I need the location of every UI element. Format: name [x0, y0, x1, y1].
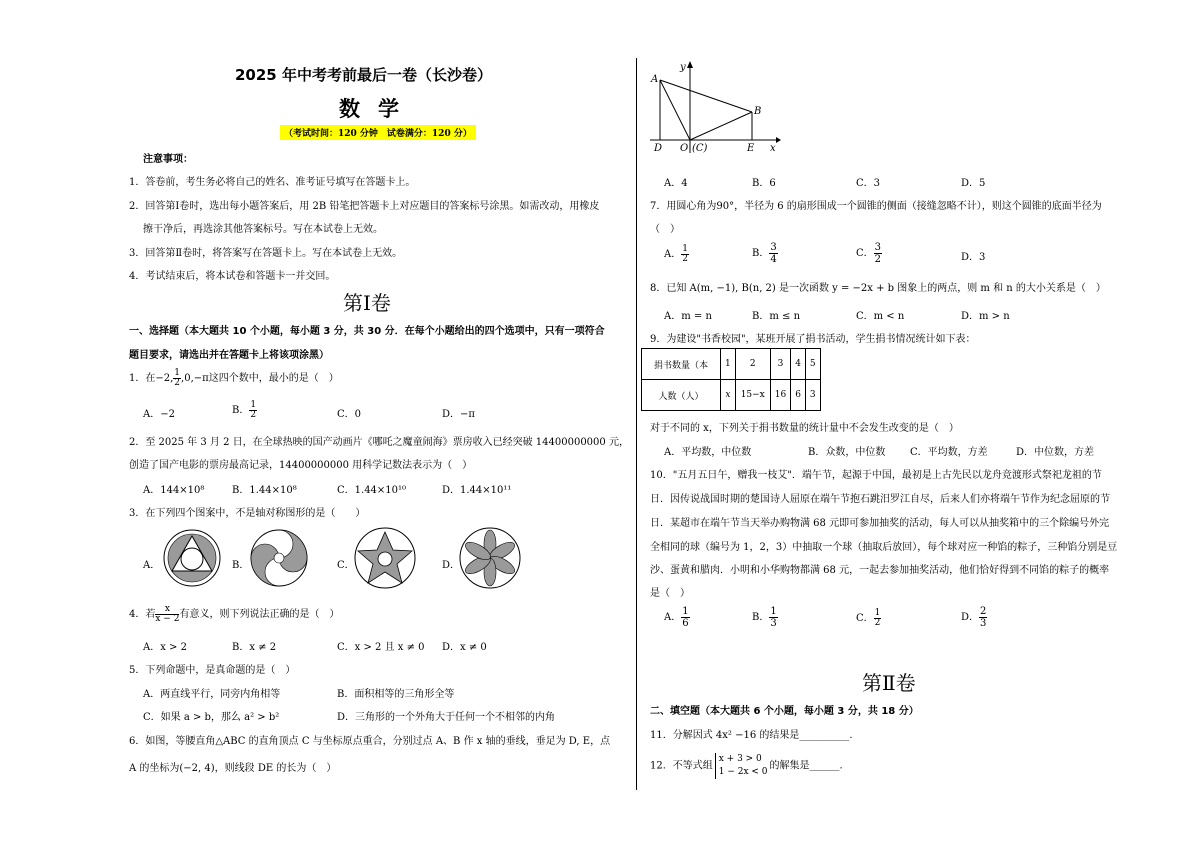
- question-3: 3．在下列四个图案中，不是轴对称图形的是（ ）: [129, 508, 366, 519]
- q3-option-d[interactable]: D．: [442, 560, 461, 571]
- q3-figure-b: [247, 528, 311, 588]
- question-10-line: 全相同的球（编号为 1，2，3）中抽取一个球（抽取后放回），每个球对应一种馅的粽子，三种馅分别是豆: [650, 542, 1118, 553]
- notice-item: 4．考试结束后，将本试卷和答题卡一并交回。: [129, 271, 336, 282]
- table-row: [642, 380, 821, 411]
- table-cell: 16: [770, 380, 790, 411]
- question-2-line1: 2．至 2025 年 3 月 2 日，在全球热映的国产动画片《哪吒之魔童闹海》票房收入已经突破 14400000000 元，: [129, 437, 629, 448]
- q6-option-a[interactable]: A．4: [664, 178, 688, 189]
- section1-heading: 一、选择题（本大题共 10 个小题，每小题 3 分，共 30 分．在每个小题给出的四个选项中，只有一项符合: [129, 326, 605, 337]
- q2-option-d[interactable]: D．1.44×10¹¹: [442, 485, 512, 496]
- q1-option-d[interactable]: D．−π: [442, 409, 475, 420]
- q9-option-b[interactable]: B．众数，中位数: [808, 447, 886, 458]
- q3-figure-c: [352, 526, 418, 590]
- q7-option-d[interactable]: D．3: [961, 252, 986, 263]
- exam-title: 2025 年中考考前最后一卷（长沙卷）: [235, 66, 492, 84]
- q7-option-b[interactable]: B． $\frac{3}{4}$: [752, 242, 777, 265]
- q2-option-a[interactable]: A．144×10⁸: [143, 485, 205, 496]
- subject-title: 数学: [339, 97, 417, 121]
- question-10-line: 沙、蛋黄和腊肉．小明和小华购物都满 68 元，一起去参加抽奖活动，他们恰好得到不同馅的粽子的概率: [650, 565, 1110, 576]
- question-4: 4．若 $\frac{x}{x - 2}$ 有意义，则下列说法正确的是（ ）: [129, 604, 340, 624]
- question-7-line2: （ ）: [650, 224, 680, 235]
- q4-option-b[interactable]: B．x ≠ 2: [232, 642, 277, 653]
- fig-label-c: (C): [692, 143, 708, 154]
- q7-option-c[interactable]: C． $\frac{3}{2}$: [856, 242, 882, 265]
- q4-option-a[interactable]: A．x > 2: [143, 642, 187, 653]
- q5-option-a[interactable]: A．两直线平行，同旁内角相等: [143, 689, 281, 700]
- q1-mid: 这四个数中，最小的是（ ）: [208, 373, 339, 384]
- part2-title: 第Ⅱ卷: [862, 671, 916, 695]
- table-cell: 1: [721, 349, 736, 380]
- question-11: 11．分解因式 4x² −16 的结果是__________.: [650, 730, 853, 741]
- fraction-half: $\frac{1}{2}$: [174, 368, 181, 388]
- fig-label-y: y: [680, 62, 686, 73]
- q3-option-c[interactable]: C．: [337, 560, 355, 571]
- q6-option-c[interactable]: C．3: [856, 178, 881, 189]
- notice-item: 2．回答第Ⅰ卷时，选出每小题答案后，用 2B 铅笔把答题卡上对应题目的答案标号涂黑。如需改动，用橡皮: [129, 201, 600, 212]
- notice-item: 1．答卷前，考生务必将自己的姓名、准考证号填写在答题卡上。: [129, 177, 416, 188]
- section2-heading: 二、填空题（本大题共 6 个小题，每小题 3 分，共 18 分）: [650, 706, 919, 717]
- question-9-line2: 对于不同的 x，下列关于捐书数量的统计量中不会发生改变的是（ ）: [650, 423, 959, 434]
- q6-option-b[interactable]: B．6: [752, 178, 776, 189]
- q4-option-d[interactable]: D．x ≠ 0: [442, 642, 487, 653]
- q10-option-d[interactable]: D． $\frac{2}{3}$: [961, 606, 987, 629]
- question-5: 5．下列命题中，是真命题的是（ ）: [129, 665, 296, 676]
- q6-figure: [648, 58, 783, 158]
- fig-label-a: A: [651, 74, 659, 85]
- fig-label-b: B: [754, 106, 762, 117]
- table-cell: 人数（人）: [642, 380, 721, 411]
- q3-option-b[interactable]: B．: [232, 560, 250, 571]
- table-cell: 3: [770, 349, 790, 380]
- question-10-line: 日．因传说战国时期的楚国诗人屈原在端午节抱石跳汨罗江自尽，后来人们亦将端午节作为纪念屈原的节: [650, 494, 1110, 505]
- q8-option-b[interactable]: B．m ≤ n: [752, 311, 801, 322]
- q7-option-a[interactable]: A． $\frac{1}{2}$: [664, 244, 688, 264]
- q8-option-a[interactable]: A．m = n: [664, 311, 712, 322]
- q1-option-a[interactable]: A．−2: [143, 409, 175, 420]
- q8-option-d[interactable]: D．m > n: [961, 311, 1010, 322]
- question-10-line: 是（ ）: [650, 588, 690, 599]
- q3-figure-a: [159, 528, 225, 588]
- table-cell: 4: [791, 349, 806, 380]
- q9-option-c[interactable]: C．平均数，方差: [910, 447, 988, 458]
- question-9: 9．为建设"书香校园"，某班开展了捐书活动，学生捐书情况统计如下表：: [650, 334, 976, 345]
- q9-option-d[interactable]: D．中位数，方差: [1016, 447, 1095, 458]
- q4-option-c[interactable]: C．x > 2 且 x ≠ 0: [337, 642, 425, 653]
- question-12: 12．不等式组 x + 3 > 0 1 − 2x < 0 的解集是______.: [650, 754, 843, 777]
- q9-option-a[interactable]: A．平均数，中位数: [664, 447, 752, 458]
- q3-figure-d: [457, 526, 523, 590]
- question-6-line2: A 的坐标为(−2, 4)，则线段 DE 的长为（ ）: [129, 763, 337, 774]
- table-cell: 15−x: [735, 380, 770, 411]
- fig-label-e: E: [747, 143, 755, 154]
- q2-option-c[interactable]: C．1.44×10¹⁰: [337, 485, 407, 496]
- part1-title: 第Ⅰ卷: [343, 291, 391, 315]
- question-7-line1: 7．用圆心角为90°，半径为 6 的扇形围成一个圆锥的侧面（接缝忽略不计），则这个圆锥的底面半径为: [650, 201, 1102, 212]
- q1-option-c[interactable]: C．0: [337, 409, 362, 420]
- exam-info: （考试时间：120 分钟 试卷满分：120 分）: [280, 125, 476, 140]
- question-10-line: 10．"五月五日午，赠我一枝艾"．端午节，起源于中国，最初是上古先民以龙舟竞渡形式祭祀龙祖的节: [650, 470, 1102, 481]
- column-divider: [636, 58, 637, 790]
- q9-table: [641, 348, 821, 411]
- q1-option-b[interactable]: B． $\frac{1}{2}$: [232, 400, 257, 420]
- q2-option-b[interactable]: B．1.44×10⁸: [232, 485, 297, 496]
- q10-option-c[interactable]: C． $\frac{1}{2}$: [856, 608, 881, 628]
- q8-option-c[interactable]: C．m < n: [856, 311, 905, 322]
- q6-option-d[interactable]: D．5: [961, 178, 986, 189]
- question-2-line2: 创造了国产电影的票房最高记录，14400000000 用科学记数法表示为（ ）: [129, 460, 473, 471]
- q10-option-a[interactable]: A． $\frac{1}{6}$: [664, 606, 689, 629]
- fig-label-o: O: [680, 143, 689, 154]
- fig-label-d: D: [654, 143, 663, 154]
- notice-item: 擦干净后，再选涂其他答案标号。写在本试卷上无效。: [143, 224, 383, 235]
- question-8: 8．已知 A(m, −1), B(n, 2) 是一次函数 y = −2x + b 图象上的两点，则 m 和 n 的大小关系是（ ）: [650, 283, 1106, 294]
- question-10-line: 日．某超市在端午节当天举办购物满 68 元即可参加抽奖的活动，每人可以从抽奖箱中的三个除编号外完: [650, 518, 1110, 529]
- section1-heading-cont: 题目要求，请选出并在答题卡上将该项涂黑）: [129, 350, 329, 361]
- table-cell: 5: [805, 349, 820, 380]
- table-row: [642, 349, 821, 380]
- table-cell: 捐书数量（本: [642, 349, 721, 380]
- question-6-line1: 6．如图，等腰直角△ABC 的直角顶点 C 与坐标原点重合，分别过点 A、B 作 x 轴的垂线，垂足为 D, E，点: [129, 736, 611, 747]
- q5-option-c[interactable]: C．如果 a > b，那么 a² > b²: [143, 712, 280, 723]
- table-cell: 2: [735, 349, 770, 380]
- table-cell: 3: [805, 380, 820, 411]
- fig-label-x: x: [770, 143, 776, 154]
- notice-item: 3．回答第Ⅱ卷时，将答案写在答题卡上。写在本试卷上无效。: [129, 248, 403, 259]
- table-cell: x: [721, 380, 736, 411]
- table-cell: 6: [791, 380, 806, 411]
- q3-option-a[interactable]: A．: [143, 560, 161, 571]
- q10-option-b[interactable]: B． $\frac{1}{3}$: [752, 606, 777, 629]
- question-1: 1．在−2, $\frac{1}{2}$ ,0,−π这四个数中，最小的是（ ）: [129, 368, 339, 388]
- q1-pre: 1．在: [129, 373, 156, 384]
- notices-heading: 注意事项：: [143, 154, 193, 165]
- q5-option-d[interactable]: D．三角形的一个外角大于任何一个不相邻的内角: [337, 712, 556, 723]
- q5-option-b[interactable]: B．面积相等的三角形全等: [337, 689, 455, 700]
